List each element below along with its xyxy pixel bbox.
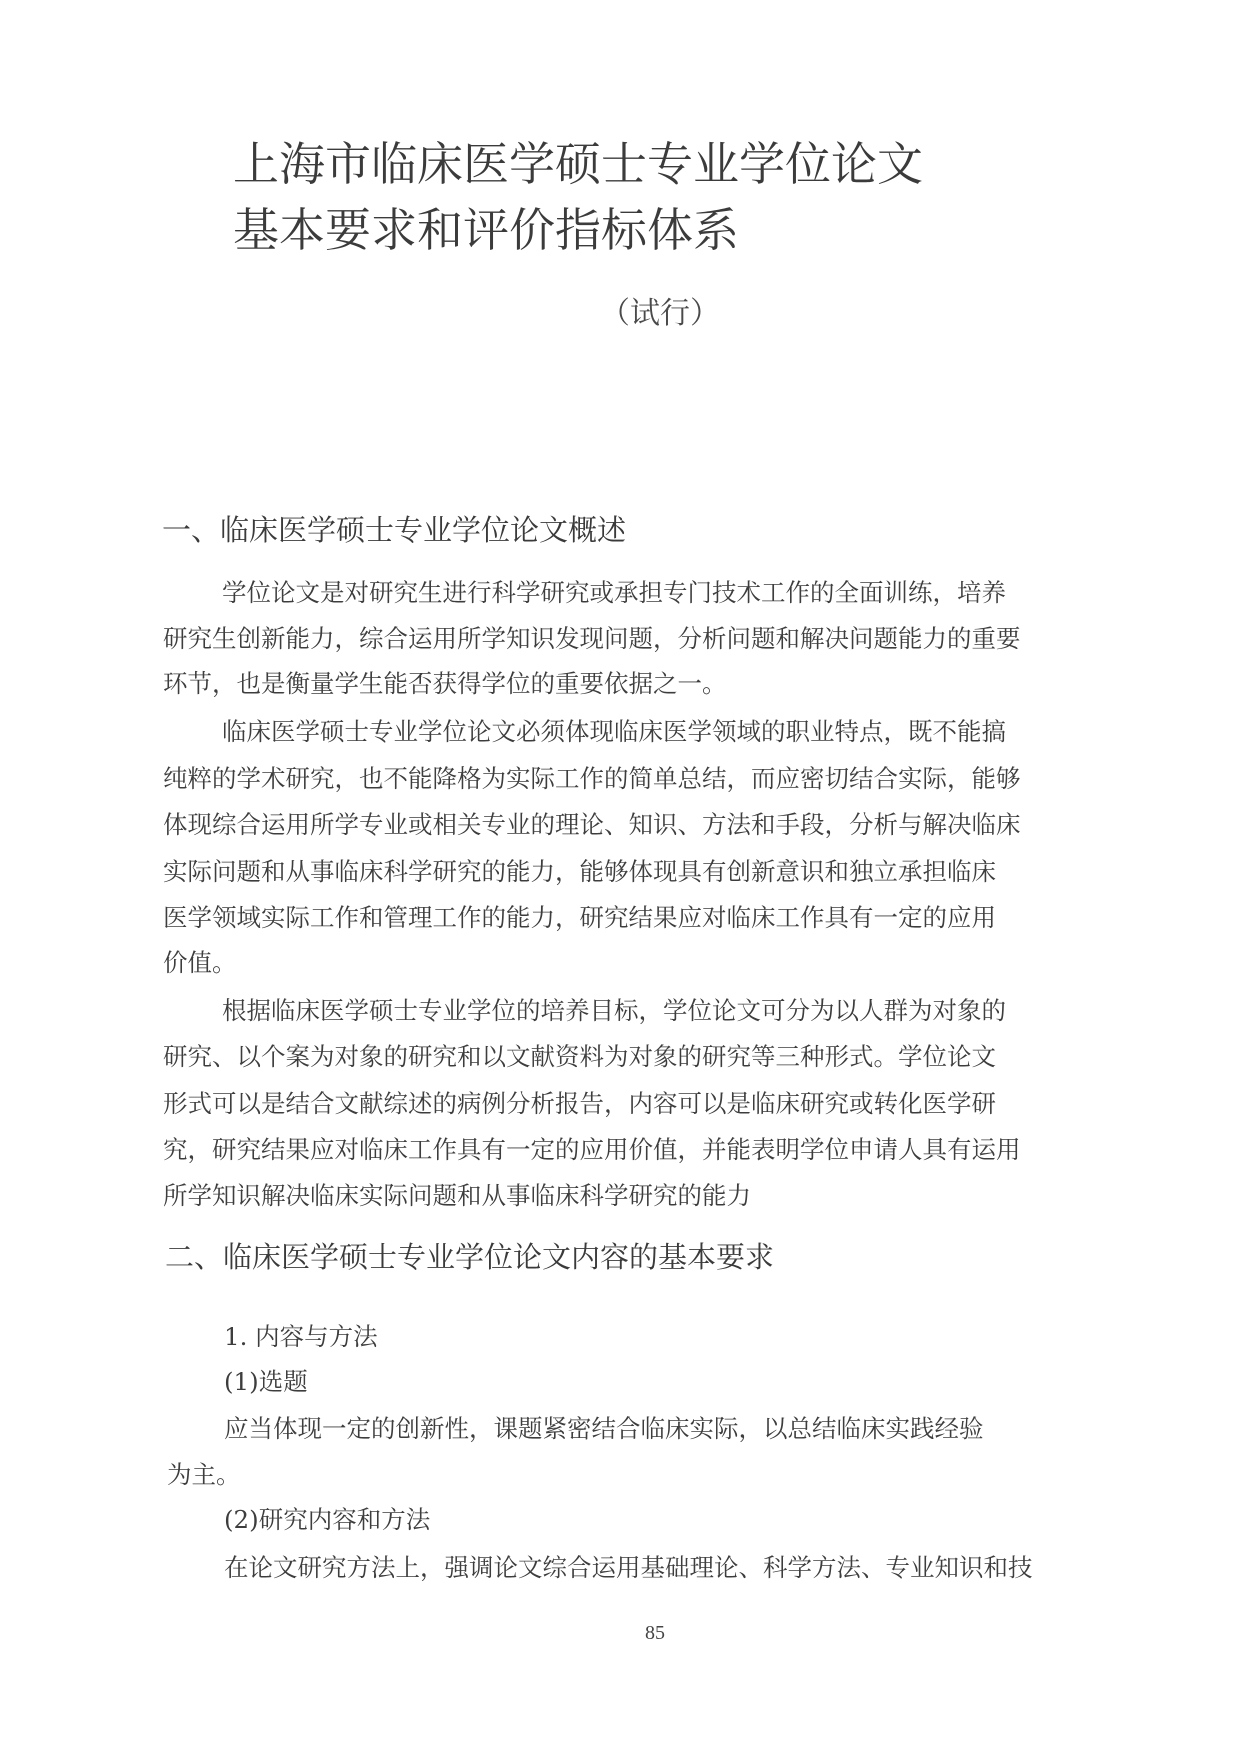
section-1-p3-line-4: 究，研究结果应对临床工作具有一定的应用价值，并能表明学位申请人具有运用 xyxy=(163,1135,1021,1164)
section-1-p1-line-3: 环节，也是衡量学生能否获得学位的重要依据之一。 xyxy=(163,669,727,698)
section-1-p2-line-6: 价值。 xyxy=(163,948,237,977)
section-1-p3-line-1: 根据临床医学硕士专业学位的培养目标，学位论文可分为以人群为对象的 xyxy=(222,996,1006,1025)
section-2-item-1-2-heading: (2)研究内容和方法 xyxy=(224,1505,431,1534)
section-1-p2-line-2: 纯粹的学术研究，也不能降格为实际工作的简单总结，而应密切结合实际，能够 xyxy=(163,764,1021,793)
document-title-line-2: 基本要求和评价指标体系 xyxy=(233,203,739,257)
section-2-item-1-heading: 1. 内容与方法 xyxy=(224,1322,378,1351)
section-2-heading: 二、临床医学硕士专业学位论文内容的基本要求 xyxy=(165,1240,775,1274)
section-1-p1-line-1: 学位论文是对研究生进行科学研究或承担专门技术工作的全面训练，培养 xyxy=(222,578,1006,607)
section-1-heading: 一、临床医学硕士专业学位论文概述 xyxy=(162,513,627,547)
section-2-item-1-1-line-1: 应当体现一定的创新性，课题紧密结合临床实际，以总结临床实践经验 xyxy=(224,1414,984,1443)
section-1-p2-line-5: 医学领域实际工作和管理工作的能力，研究结果应对临床工作具有一定的应用 xyxy=(163,903,996,932)
section-1-p3-line-5: 所学知识解决临床实际问题和从事临床科学研究的能力 xyxy=(163,1181,751,1210)
document-subtitle: （试行） xyxy=(600,296,720,331)
section-1-p2-line-3: 体现综合运用所学专业或相关专业的理论、知识、方法和手段，分析与解决临床 xyxy=(163,810,1021,839)
section-2-item-1-1-line-2: 为主。 xyxy=(167,1460,241,1489)
section-1-p2-line-4: 实际问题和从事临床科学研究的能力，能够体现具有创新意识和独立承担临床 xyxy=(163,857,996,886)
document-title-line-1: 上海市临床医学硕士专业学位论文 xyxy=(233,137,923,191)
section-1-p3-line-3: 形式可以是结合文献综述的病例分析报告，内容可以是临床研究或转化医学研 xyxy=(163,1089,996,1118)
section-1-p2-line-1: 临床医学硕士专业学位论文必须体现临床医学领域的职业特点，既不能搞 xyxy=(222,717,1006,746)
page-number: 85 xyxy=(645,1622,665,1644)
section-2-item-1-2-line-1: 在论文研究方法上，强调论文综合运用基础理论、科学方法、专业知识和技 xyxy=(224,1553,1033,1582)
section-1-p3-line-2: 研究、以个案为对象的研究和以文献资料为对象的研究等三种形式。学位论文 xyxy=(163,1042,996,1071)
section-1-p1-line-2: 研究生创新能力，综合运用所学知识发现问题，分析问题和解决问题能力的重要 xyxy=(163,624,1021,653)
section-2-item-1-1-heading: (1)选题 xyxy=(224,1367,308,1396)
